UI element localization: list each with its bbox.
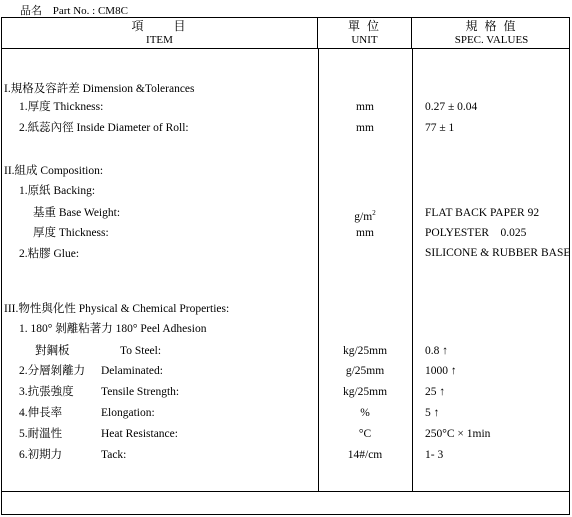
item-cell: 2.粘膠 Glue:	[19, 248, 80, 260]
spec-cell: 25 ↑	[425, 386, 446, 398]
header-unit-zh: 單 位	[347, 19, 381, 33]
unit-cell: kg/25mm	[342, 386, 388, 398]
unit-cell: kg/25mm	[342, 345, 388, 357]
item-cell: 1. 180° 剝離粘著力 180° Peel Adhesion	[19, 323, 207, 335]
item-cell-en: Elongation:	[101, 407, 155, 419]
unit-cell: mm	[356, 101, 374, 113]
item-cell: 1.原紙 Backing:	[19, 185, 96, 197]
header-item	[2, 18, 318, 48]
header-item-zh: 項 目	[131, 19, 188, 33]
item-cell-zh: 5.耐溫性	[19, 428, 63, 440]
header-unit-en: UNIT	[351, 34, 378, 46]
unit-cell: %	[360, 407, 370, 419]
item-cell-en: Delaminated:	[101, 365, 163, 377]
table-row	[2, 363, 569, 379]
section-title	[2, 301, 569, 317]
table-row	[2, 225, 569, 241]
spec-cell: SILICONE & RUBBER BASE	[425, 247, 571, 259]
item-cell-en: To Steel:	[120, 345, 162, 357]
specification-table	[1, 17, 570, 515]
header-item-en: ITEM	[146, 34, 173, 46]
item-cell: 1.厚度 Thickness:	[19, 101, 104, 113]
unit-cell: mm	[356, 122, 374, 134]
item-cell-zh: 3.抗張強度	[19, 386, 74, 398]
section-3-title: III.物性與化性 Physical & Chemical Properties:	[4, 303, 230, 315]
item-cell-en: Tack:	[101, 449, 127, 461]
unit-cell: g/25mm	[345, 365, 385, 377]
part-name-label-zh: 品名	[20, 5, 42, 17]
table-row	[2, 321, 569, 337]
table-row	[2, 205, 569, 221]
table-row	[2, 447, 569, 463]
spec-cell: 0.8 ↑	[425, 345, 448, 357]
item-cell-zh: 對鋼板	[35, 345, 70, 357]
table-row	[2, 384, 569, 400]
unit-text: g/m	[354, 210, 373, 223]
table-bottom-divider	[2, 491, 569, 492]
spec-cell: 77 ± 1	[425, 122, 455, 134]
unit-cell	[318, 205, 412, 225]
header-spec-zh: 規 格 值	[465, 19, 518, 33]
spec-cell: POLYESTER 0.025	[425, 227, 527, 239]
table-row	[2, 246, 569, 278]
table-row	[2, 343, 569, 359]
spec-cell: 5 ↑	[425, 407, 440, 419]
item-cell: 基重 Base Weight:	[33, 207, 121, 219]
section-2-title: II.組成 Composition:	[4, 165, 104, 177]
item-cell-zh: 6.初期力	[19, 449, 63, 461]
unit-superscript: 2	[372, 209, 376, 217]
table-row	[2, 99, 569, 115]
item-cell-en: Heat Resistance:	[101, 428, 178, 440]
table-row	[2, 183, 569, 199]
spec-cell: FLAT BACK PAPER 92	[425, 207, 540, 219]
part-number-label: Part No. : CM8C	[52, 5, 128, 17]
section-title	[2, 81, 569, 97]
header-spec	[412, 18, 571, 48]
spec-cell: 250°C × 1min	[425, 428, 491, 440]
spec-cell: 1000 ↑	[425, 365, 457, 377]
table-header	[2, 18, 569, 49]
section-title	[2, 163, 569, 179]
table-row	[2, 120, 569, 136]
table-row	[2, 405, 569, 421]
item-cell: 2.紙蕊內徑 Inside Diameter of Roll:	[19, 122, 189, 134]
table-row	[2, 426, 569, 442]
header-spec-en: SPEC. VALUES	[454, 34, 529, 46]
unit-cell: °C	[358, 428, 372, 440]
item-cell-zh: 4.伸長率	[19, 407, 63, 419]
unit-cell: 14#/cm	[347, 449, 383, 461]
spec-cell: 0.27 ± 0.04	[425, 101, 478, 113]
item-cell-en: Tensile Strength:	[101, 386, 180, 398]
item-cell: 厚度 Thickness:	[33, 227, 109, 239]
item-cell-zh: 2.分層剝離力	[19, 365, 86, 377]
spec-cell: 1- 3	[425, 449, 444, 461]
part-number-line	[20, 2, 136, 18]
unit-cell: mm	[356, 227, 374, 239]
section-1-title: I.規格及容許差 Dimension &Tolerances	[4, 83, 195, 95]
header-unit	[318, 18, 412, 48]
